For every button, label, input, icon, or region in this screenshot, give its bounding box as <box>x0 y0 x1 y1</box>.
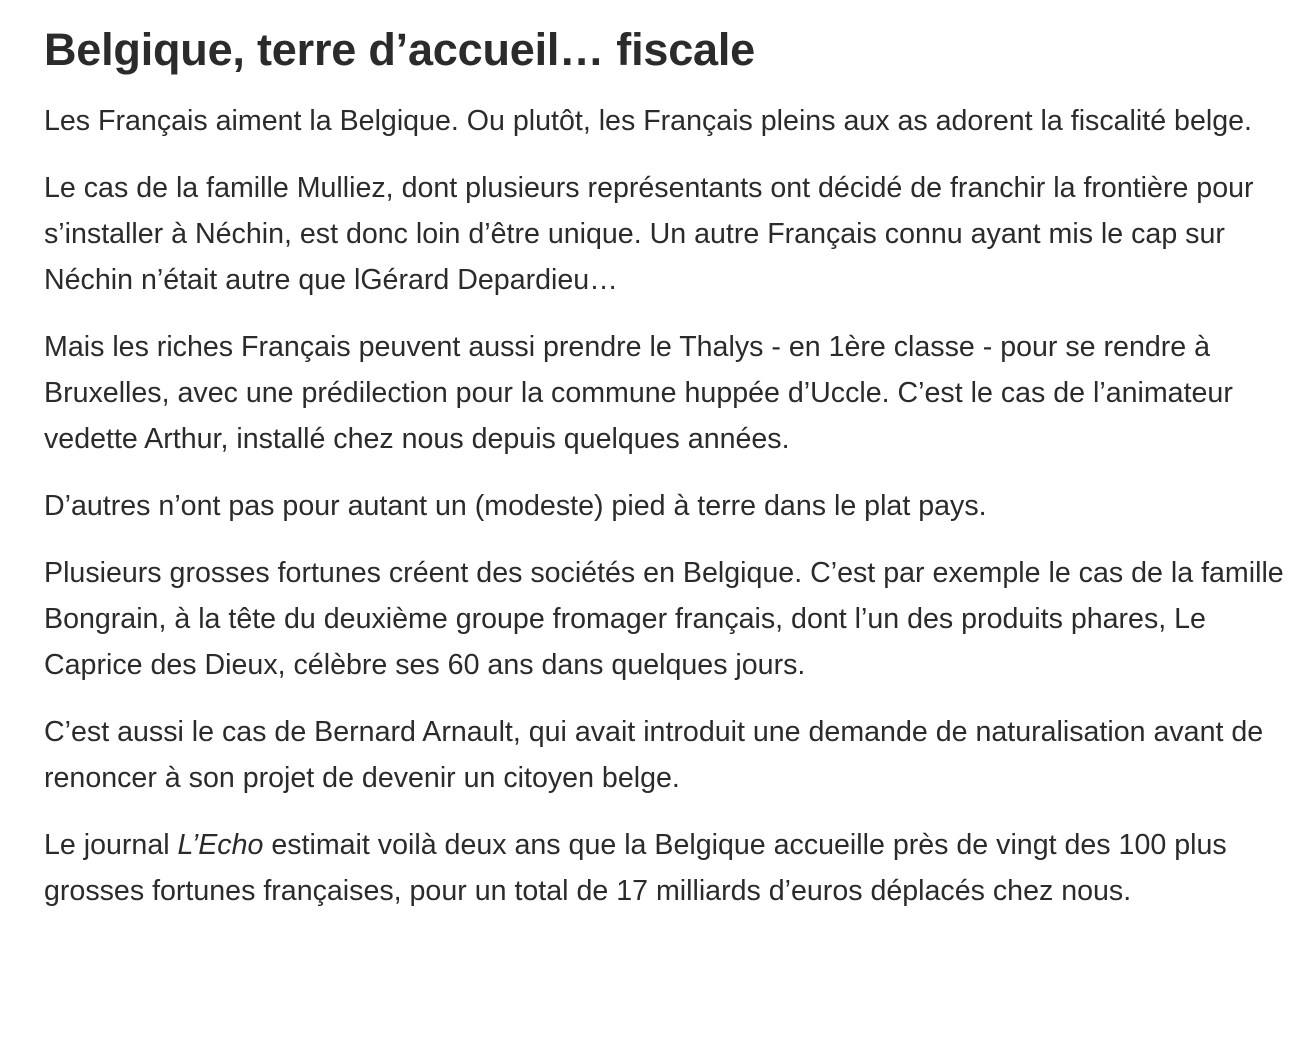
paragraph-text: estimait voilà deux ans que la Belgique accueille près de vingt des 100 plus grosses fortunes françaises, pour un total de 17 milliards d’euros déplacés chez nous. <box>44 829 1227 907</box>
article-paragraph: Plusieurs grosses fortunes créent des sociétés en Belgique. C’est par exemple le cas de la famille Bongrain, à la tête du deuxième groupe fromager français, dont l’un des produits phares, Le Caprice des Dieux, célèbre ses 60 ans dans quelques jours. <box>44 557 1284 681</box>
article-paragraph: Les Français aiment la Belgique. Ou plutôt, les Français pleins aux as adorent la fiscalité belge. <box>44 105 1252 137</box>
article-paragraph-last <box>44 822 1294 914</box>
article-paragraph: Le cas de la famille Mulliez, dont plusieurs représentants ont décidé de franchir la frontière pour s’installer à Néchin, est donc loin d’être unique. Un autre Français connu ayant mis le cap sur Néchin n’était autre que lGérard Depardieu… <box>44 172 1254 296</box>
article-paragraph: D’autres n’ont pas pour autant un (modeste) pied à terre dans le plat pays. <box>44 490 987 522</box>
article-paragraph: Mais les riches Français peuvent aussi prendre le Thalys - en 1ère classe - pour se rendre à Bruxelles, avec une prédilection pour la commune huppée d’Uccle. C’est le cas de l’animateur vedette Arthur, installé chez nous depuis quelques années. <box>44 331 1233 455</box>
article-title: Belgique, terre d’accueil… fiscale <box>44 24 755 75</box>
article <box>44 18 1294 935</box>
paragraph-text: Le journal <box>44 829 178 861</box>
newspaper-name: L’Echo <box>177 829 264 861</box>
article-paragraph: C’est aussi le cas de Bernard Arnault, qui avait introduit une demande de naturalisation avant de renoncer à son projet de devenir un citoyen belge. <box>44 716 1264 794</box>
